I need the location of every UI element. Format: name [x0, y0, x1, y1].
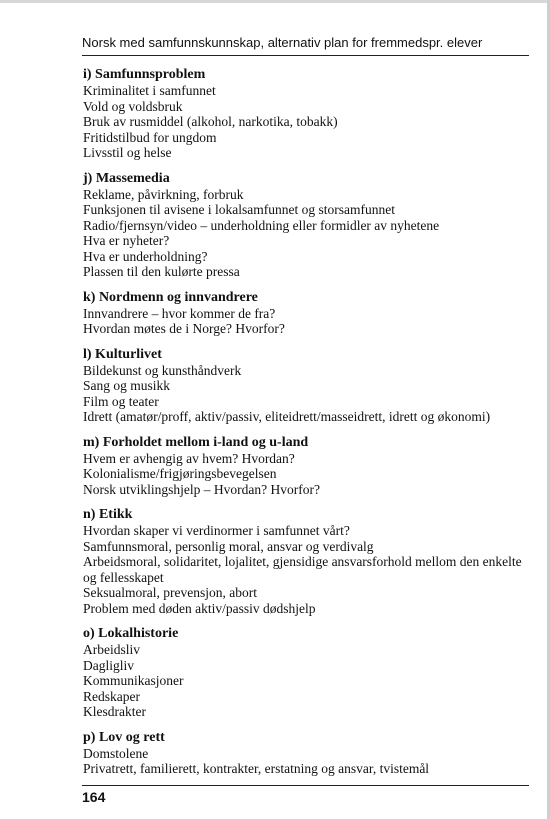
- page-content: [83, 67, 528, 787]
- list-item: Kommunikasjoner: [83, 673, 184, 688]
- section-etikk: [83, 507, 528, 616]
- list-item: Idrett (amatør/proff, aktiv/passiv, eliteidrett/masseidrett, idrett og økonomi): [83, 409, 491, 424]
- scan-edge-top: [0, 0, 550, 3]
- section-heading: n) Etikk: [83, 507, 133, 522]
- list-item: Hvem er avhengig av hvem? Hvordan?: [83, 450, 295, 466]
- list-item: Hva er nyheter?: [83, 233, 170, 248]
- section-heading: m) Forholdet mellom i-land og u-land: [83, 434, 309, 450]
- header-rule: [82, 55, 529, 56]
- list-item: Livsstil og helse: [83, 145, 172, 160]
- list-item: Kriminalitet i samfunnet: [83, 83, 216, 98]
- section-kulturlivet: [83, 347, 528, 425]
- section-massemedia: [83, 171, 528, 280]
- footer-rule: [82, 785, 529, 786]
- list-item: Funksjonen til avisene i lokalsamfunnet og storsamfunnet: [83, 202, 395, 217]
- running-header: Norsk med samfunnskunnskap, alternativ plan for fremmedspr. elever: [82, 35, 483, 50]
- page-number: 164: [82, 789, 106, 805]
- list-item: Arbeidsmoral, solidaritet, lojalitet, gjensidige ansvarsforhold mellom den enkelte: [83, 554, 522, 569]
- list-item: Bildekunst og kunsthåndverk: [83, 362, 242, 378]
- list-item: Innvandrere – hvor kommer de fra?: [83, 305, 276, 321]
- list-item: Fritidstilbud for ungdom: [83, 129, 217, 145]
- list-item: Plassen til den kulørte pressa: [83, 264, 240, 279]
- section-heading: j) Massemedia: [83, 170, 170, 186]
- list-item: Kolonialisme/frigjøringsbevegelsen: [83, 466, 277, 481]
- section-heading: o) Lokalhistorie: [83, 626, 179, 641]
- list-item: Privatrett, familierett, kontrakter, erstatning og ansvar, tvistemål: [83, 761, 430, 776]
- list-item: Vold og voldsbruk: [83, 98, 183, 114]
- list-item: Samfunnsmoral, personlig moral, ansvar og verdivalg: [83, 538, 374, 554]
- section-heading: p) Lov og rett: [83, 729, 165, 745]
- section-heading: k) Nordmenn og innvandrere: [83, 289, 258, 305]
- list-item: Sang og musikk: [83, 378, 171, 393]
- list-item: Radio/fjernsyn/video – underholdning eller formidler av nyhetene: [83, 217, 440, 233]
- list-item: Seksualmoral, prevensjon, abort: [83, 585, 257, 600]
- list-item: Norsk utviklingshjelp – Hvordan? Hvorfor?: [83, 481, 320, 497]
- list-item: Redskaper: [83, 688, 140, 704]
- list-item: Film og teater: [83, 393, 159, 409]
- list-item: Klesdrakter: [83, 704, 146, 719]
- section-lov-og-rett: [83, 730, 528, 777]
- section-heading: i) Samfunnsproblem: [83, 67, 206, 82]
- list-item: Hvordan skaper vi verdinormer i samfunnet vårt?: [83, 523, 350, 538]
- section-i-land-og-u-land: [83, 435, 528, 498]
- list-item: Reklame, påvirkning, forbruk: [83, 186, 244, 202]
- list-item: Arbeidsliv: [83, 642, 140, 657]
- list-item: Hva er underholdning?: [83, 248, 208, 264]
- section-lokalhistorie: [83, 626, 528, 720]
- list-item: Problem med døden aktiv/passiv dødshjelp: [83, 600, 316, 616]
- list-item: Hvordan møtes de i Norge? Hvorfor?: [83, 321, 285, 336]
- list-item: Dagligliv: [83, 657, 134, 673]
- list-item: Domstolene: [83, 745, 149, 761]
- list-item: Bruk av rusmiddel (alkohol, narkotika, tobakk): [83, 114, 338, 129]
- section-heading: l) Kulturlivet: [83, 346, 162, 362]
- section-nordmenn-og-innvandrere: [83, 290, 528, 337]
- section-samfunnsproblem: [83, 67, 528, 161]
- list-item: og fellesskapet: [83, 569, 164, 585]
